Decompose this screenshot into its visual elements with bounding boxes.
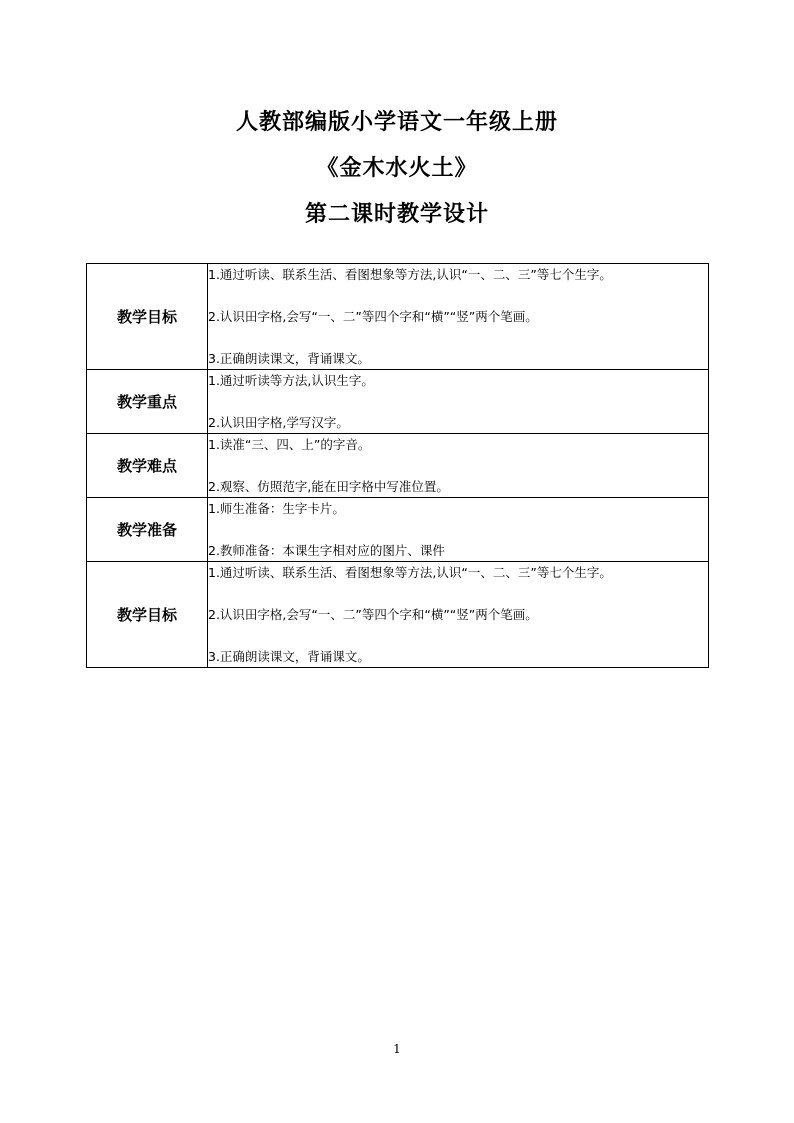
content-line: 2.观察、仿照范字,能在田字格中写准位置。 [208,479,449,494]
content-line: 2.教师准备：本课生字相对应的图片、课件 [208,543,445,558]
document-title [0,100,794,238]
row-label-teaching-goals-repeat: 教学目标 [87,562,208,668]
content-line: 3.正确朗读课文，背诵课文。 [208,649,370,664]
table-row [87,264,709,370]
content-line: 2.认识田字格,会写“一、二”等四个字和“横”“竖”两个笔画。 [208,309,538,324]
row-label-preparation: 教学准备 [87,498,208,562]
page-number: 1 [393,1042,401,1056]
content-line: 1.通过听读、联系生活、看图想象等方法,认识“一、二、三”等七个生字。 [208,267,612,282]
title-line-design: 第二课时教学设计 [304,202,489,227]
table-row [87,434,709,498]
lesson-plan-table [86,263,709,668]
content-line: 1.通过听读等方法,认识生字。 [208,373,374,388]
content-line: 2.认识田字格,会写“一、二”等四个字和“横”“竖”两个笔画。 [208,607,538,622]
content-line: 1.师生准备：生字卡片。 [208,501,345,516]
row-content-teaching-goals-repeat [208,562,709,668]
row-label-difficulties: 教学难点 [87,434,208,498]
row-content-difficulties [208,434,709,498]
content-line: 3.正确朗读课文，背诵课文。 [208,351,370,366]
title-line-lesson: 《金木水火土》 [316,156,478,181]
table-row [87,498,709,562]
content-line: 1.通过听读、联系生活、看图想象等方法,认识“一、二、三”等七个生字。 [208,565,612,580]
content-line: 1.读准“三、四、上”的字音。 [208,437,371,452]
row-content-key-points [208,370,709,434]
table-row [87,562,709,668]
table-row [87,370,709,434]
row-label-teaching-goals: 教学目标 [87,264,208,370]
row-content-preparation [208,498,709,562]
title-line-textbook: 人教部编版小学语文一年级上册 [235,110,558,135]
row-label-key-points: 教学重点 [87,370,208,434]
row-content-teaching-goals [208,264,709,370]
content-line: 2.认识田字格,学写汉字。 [208,415,349,430]
